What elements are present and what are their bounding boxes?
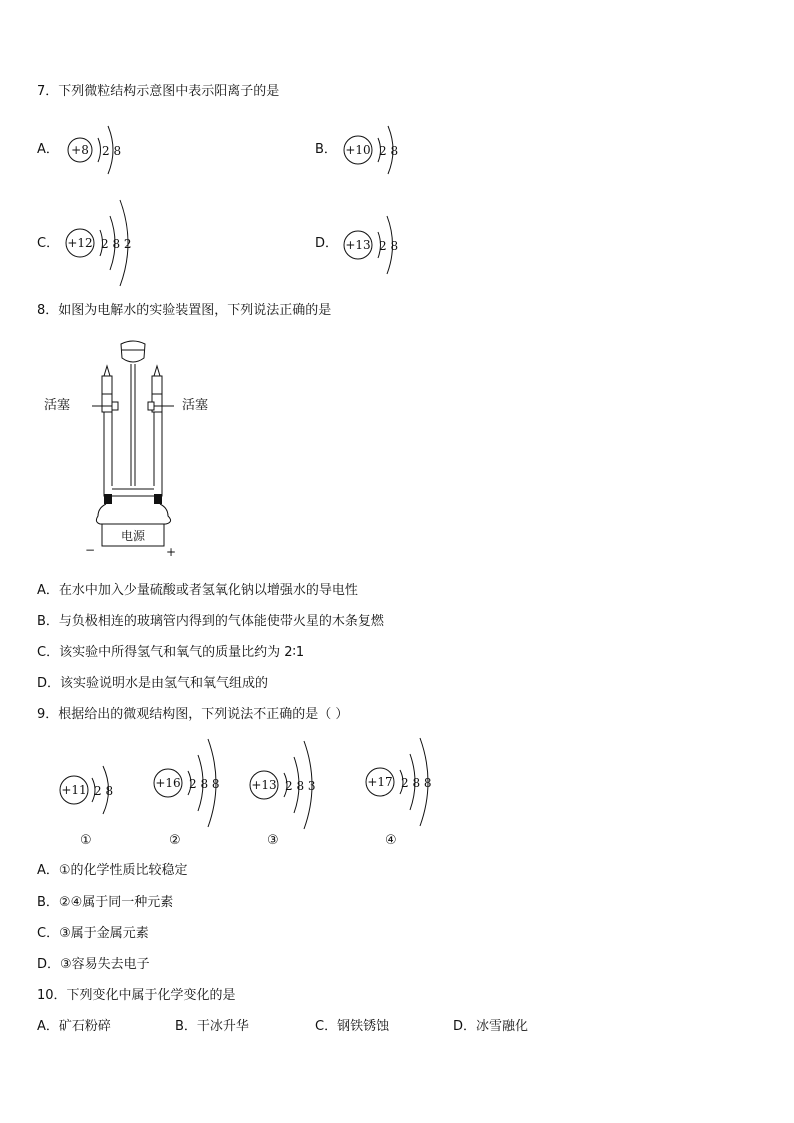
q7-option-d-atom-diagram <box>341 208 421 283</box>
q7-option-a-atom-diagram <box>66 116 136 186</box>
q9-atom-2-label: ② <box>169 833 181 848</box>
left-valve-label: 活塞 <box>44 398 71 413</box>
q9-atom-3-electrons: 2 8 3 <box>285 779 316 793</box>
q9-atom-4-nucleus: +17 <box>367 775 393 789</box>
q7-option-c-electrons: 2 8 2 <box>101 237 132 251</box>
negative-terminal-label: − <box>84 543 96 557</box>
q9-atom-1-label: ① <box>80 833 92 848</box>
electrolysis-apparatus-diagram <box>40 336 240 564</box>
q9-option-a: A．①的化学性质比较稳定 <box>37 863 188 878</box>
power-supply-label: 电源 <box>120 529 146 543</box>
q7-option-b-atom-diagram <box>340 116 420 186</box>
q7-stem: 7．下列微粒结构示意图中表示阳离子的是 <box>37 84 280 99</box>
q9-atom-1-diagram <box>58 760 138 822</box>
q7-option-c-label: C． <box>37 236 60 251</box>
q10-stem: 10．下列变化中属于化学变化的是 <box>37 988 236 1003</box>
q8-option-c: C．该实验中所得氢气和氧气的质量比约为 2∶1 <box>37 645 305 660</box>
q7-option-d-nucleus: +13 <box>345 238 371 252</box>
q9-stem: 9．根据给出的微观结构图，下列说法不正确的是（ ） <box>37 707 349 722</box>
q7-option-c-atom-diagram <box>62 196 152 291</box>
q9-atom-2-electrons: 2 8 8 <box>189 777 220 791</box>
q7-option-a-nucleus: +8 <box>71 143 89 157</box>
q7-option-c-nucleus: +12 <box>67 236 93 250</box>
q7-option-b-electrons: 2 8 <box>379 144 399 158</box>
q9-atom-1-nucleus: +11 <box>61 783 87 797</box>
q10-option-c: C．钢铁锈蚀 <box>315 1019 390 1034</box>
q7-option-a-electrons: 2 8 <box>102 144 122 158</box>
q9-atom-4-electrons: 2 8 8 <box>401 776 432 790</box>
q7-option-b-nucleus: +10 <box>345 143 371 157</box>
q9-option-c: C．③属于金属元素 <box>37 926 149 941</box>
positive-terminal-label: + <box>165 545 177 559</box>
q9-option-d: D．③容易失去电子 <box>37 957 150 972</box>
q10-option-b: B．干冰升华 <box>175 1019 249 1034</box>
q7-option-b-label: B． <box>315 142 337 157</box>
q9-atom-4-label: ④ <box>385 833 397 848</box>
q7-option-d-label: D． <box>315 236 339 251</box>
q7-option-d-electrons: 2 8 <box>379 239 399 253</box>
q9-option-b: B．②④属于同一种元素 <box>37 895 174 910</box>
q8-option-a: A．在水中加入少量硫酸或者氢氧化钠以增强水的导电性 <box>37 583 358 598</box>
q9-atom-3-diagram <box>248 737 338 835</box>
q9-atom-2-diagram <box>152 735 242 833</box>
q9-atom-2-nucleus: +16 <box>155 776 181 790</box>
q7-option-a-label: A． <box>37 142 59 157</box>
q9-atom-3-label: ③ <box>267 833 279 848</box>
q9-atom-1-electrons: 2 8 <box>94 784 114 798</box>
q8-option-d: D．该实验说明水是由氢气和氧气组成的 <box>37 676 269 691</box>
q10-option-d: D．冰雪融化 <box>453 1019 529 1034</box>
q8-stem: 8．如图为电解水的实验装置图，下列说法正确的是 <box>37 303 332 318</box>
right-valve-label: 活塞 <box>182 398 209 413</box>
q9-atom-4-diagram <box>364 734 454 832</box>
q10-option-a: A．矿石粉碎 <box>37 1019 111 1034</box>
q9-atom-3-nucleus: +13 <box>251 778 277 792</box>
q8-option-b: B．与负极相连的玻璃管内得到的气体能使带火星的木条复燃 <box>37 614 384 629</box>
